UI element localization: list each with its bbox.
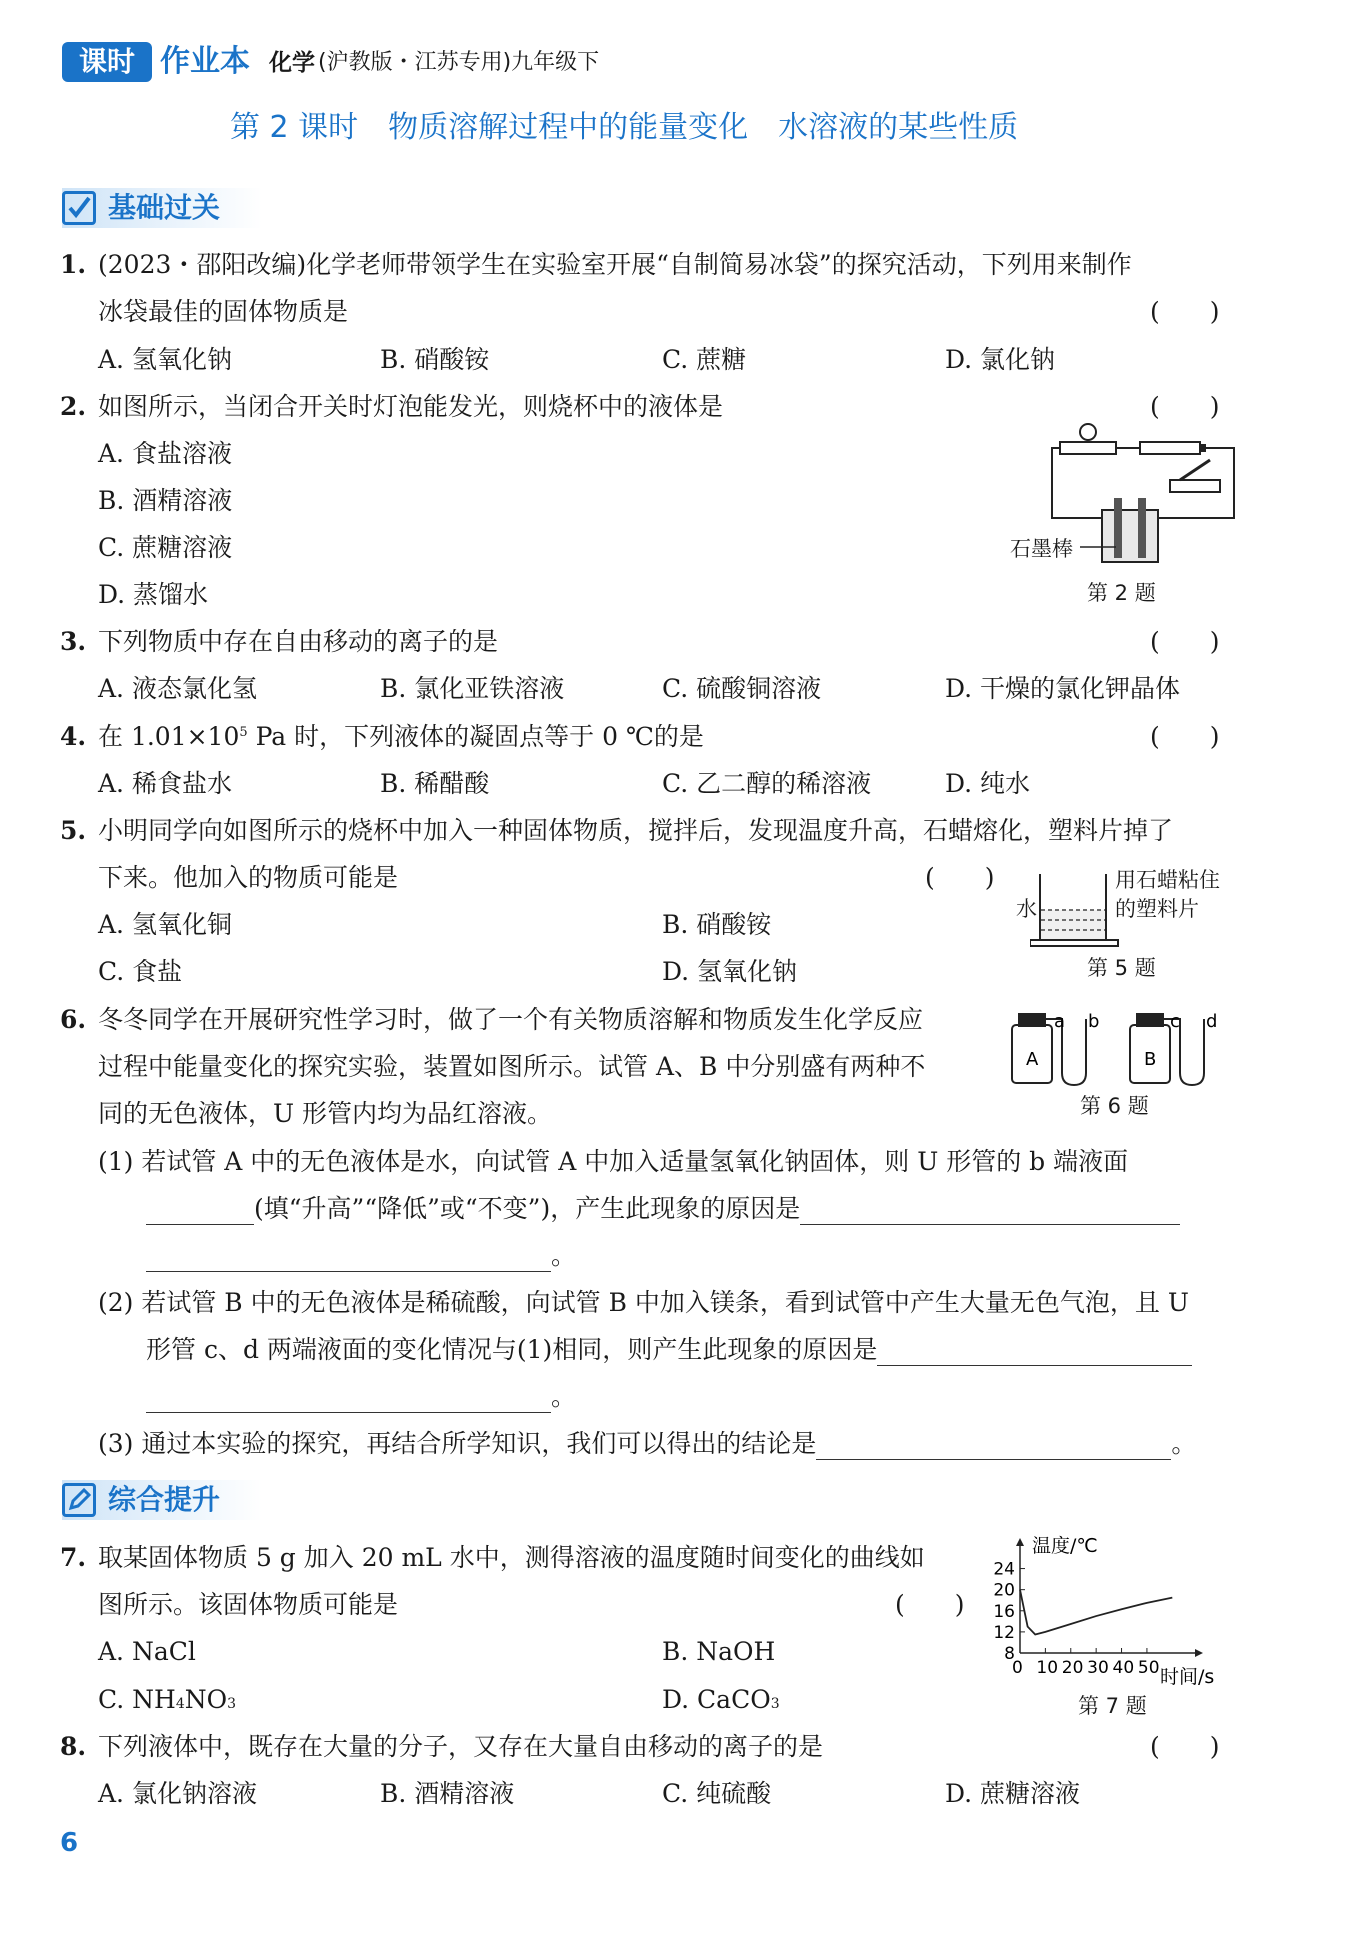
q7-option-d[interactable] [662, 1680, 780, 1720]
q5-figure-caption: 第 5 题 [1087, 956, 1156, 980]
section-title-advanced: 综合提升 [108, 1483, 221, 1516]
q6-part2-line3 [146, 1377, 576, 1417]
q2-stem: 如图所示，当闭合开关时灯泡能发光，则烧杯中的液体是 [98, 392, 724, 421]
chart-x-label: 时间/s [1160, 1666, 1215, 1688]
q5-number: 5. [60, 816, 87, 845]
q8-option-a[interactable]: A. 氯化钠溶液 [98, 1779, 257, 1808]
q6-part2-blank2[interactable] [146, 1384, 551, 1413]
q4-option-a[interactable]: A. 稀食盐水 [98, 769, 232, 798]
test-tube-a-icon [1012, 1013, 1086, 1085]
q6-part2-period: 。 [551, 1382, 577, 1411]
q6-line3: 同的无色液体，U 形管内均为品红溶液。 [98, 1099, 553, 1128]
y-tick-label: 24 [993, 1559, 1015, 1580]
label-A: A [1026, 1049, 1039, 1070]
q6-part1-line3 [146, 1236, 576, 1276]
q3-number: 3. [60, 627, 87, 656]
checkbox-icon [62, 191, 96, 225]
q7-figure-caption: 第 7 题 [1078, 1694, 1147, 1718]
q5-option-c[interactable]: C. 食盐 [98, 957, 183, 986]
q2-figure-caption: 第 2 题 [1087, 581, 1156, 605]
label-d: d [1206, 1011, 1218, 1032]
q6-number: 6. [60, 1005, 87, 1034]
q6-figure-caption: 第 6 题 [1080, 1094, 1149, 1118]
q2-option-b[interactable]: B. 酒精溶液 [98, 486, 233, 515]
q6-part1-blank3[interactable] [146, 1243, 551, 1272]
q5-line1: 小明同学向如图所示的烧杯中加入一种固体物质，搅拌后，发现温度升高，石蜡熔化，塑料片掉了 [98, 816, 1174, 845]
q4-stem-post: Pa 时，下列液体的凝固点等于 0 ℃的是 [247, 722, 704, 751]
q7-number: 7. [60, 1543, 87, 1572]
q2-figure-label: 石墨棒 [1010, 537, 1073, 561]
q8-stem: 下列液体中，既存在大量的分子，又存在大量自由移动的离子的是 [98, 1732, 824, 1761]
lesson-title: 第 2 课时 物质溶解过程中的能量变化 水溶液的某些性质 [230, 110, 1019, 145]
q6-part1-blank1[interactable] [146, 1196, 254, 1225]
q6-part3-period: 。 [1171, 1429, 1197, 1458]
x-tick-label: 50 [1137, 1658, 1160, 1678]
q2-number: 2. [60, 392, 87, 421]
book-title: 作业本 [160, 44, 250, 79]
q7-c-sub2: 3 [227, 1696, 237, 1712]
q4-option-c[interactable]: C. 乙二醇的稀溶液 [662, 769, 872, 798]
label-a: a [1054, 1011, 1066, 1032]
q3-option-c[interactable]: C. 硫酸铜溶液 [662, 674, 822, 703]
logo-text: 课时 [78, 45, 135, 78]
y-tick-label: 16 [993, 1601, 1015, 1622]
q7-c-mid: NO [184, 1685, 228, 1714]
pencil-icon [62, 1483, 96, 1517]
q6-part1-line2 [146, 1189, 1180, 1229]
q7-line1: 取某固体物质 5 g 加入 20 mL 水中，测得溶液的温度随时间变化的曲线如 [98, 1543, 925, 1572]
y-tick-label: 12 [993, 1622, 1015, 1643]
x-tick-label: 0 [1012, 1658, 1023, 1678]
x-tick-label: 30 [1087, 1658, 1109, 1678]
test-tube-b-icon [1130, 1013, 1204, 1085]
q8-option-b[interactable]: B. 酒精溶液 [380, 1779, 515, 1808]
q1-number: 1. [60, 250, 87, 279]
y-tick-label: 20 [993, 1580, 1015, 1601]
q2-option-c[interactable]: C. 蔗糖溶液 [98, 533, 233, 562]
switch-icon [1170, 460, 1220, 492]
beaker-icon [1030, 874, 1118, 946]
q8-answer-paren[interactable]: ( ) [1150, 1732, 1220, 1761]
q8-option-c[interactable]: C. 纯硫酸 [662, 1779, 772, 1808]
q2-option-d[interactable]: D. 蒸馏水 [98, 580, 209, 609]
q6-part1-text: (填“升高”“降低”或“不变”)，产生此现象的原因是 [254, 1194, 801, 1223]
beaker-diagram [1030, 870, 1120, 950]
q5-option-a[interactable]: A. 氢氧化铜 [98, 910, 232, 939]
y-axis-arrow-icon [1016, 1538, 1024, 1546]
q4-stem-pre: 在 1.01×10 [98, 722, 240, 751]
label-B: B [1144, 1049, 1157, 1070]
q7-option-c[interactable] [98, 1680, 236, 1720]
logo [62, 42, 152, 82]
q6-part1-line1: (1) 若试管 A 中的无色液体是水，向试管 A 中加入适量氢氧化钠固体，则 U 形管的 b 端液面 [98, 1147, 1129, 1176]
q4-stem [98, 717, 704, 757]
edition-label: (沪教版・江苏专用)九年级下 [318, 50, 600, 75]
x-tick-label: 10 [1036, 1658, 1059, 1678]
x-tick-label: 40 [1112, 1658, 1135, 1678]
q1-option-c[interactable]: C. 蔗糖 [662, 345, 747, 374]
q6-part2-line2 [146, 1330, 1192, 1370]
q7-line2: 图所示。该固体物质可能是 [98, 1590, 399, 1619]
q5-option-b[interactable]: B. 硝酸铵 [662, 910, 772, 939]
q5-answer-paren[interactable]: ( ) [925, 863, 995, 892]
q3-stem: 下列物质中存在自由移动的离子的是 [98, 627, 499, 656]
q1-option-b[interactable]: B. 硝酸铵 [380, 345, 490, 374]
q8-number: 8. [60, 1732, 87, 1761]
q4-answer-paren[interactable]: ( ) [1150, 722, 1220, 751]
x-axis-arrow-icon [1195, 1649, 1203, 1657]
temperature-curve [1020, 1590, 1172, 1635]
q2-answer-paren[interactable]: ( ) [1150, 392, 1220, 421]
q6-part1-period: 。 [551, 1241, 577, 1270]
q6-part2-line1: (2) 若试管 B 中的无色液体是稀硫酸，向试管 B 中加入镁条，看到试管中产生大量无色气泡，且 U [98, 1288, 1189, 1317]
q2-label-leader [1080, 540, 1120, 554]
temperature-chart [975, 1528, 1245, 1688]
q5-figure-label1: 用石蜡粘住 [1115, 868, 1220, 892]
q1-line2: 冰袋最佳的固体物质是 [98, 297, 349, 326]
q7-answer-paren[interactable]: ( ) [895, 1590, 965, 1619]
q3-option-a[interactable]: A. 液态氯化氢 [98, 674, 257, 703]
q3-option-d[interactable]: D. 干燥的氯化钾晶体 [945, 674, 1181, 703]
q6-line1: 冬冬同学在开展研究性学习时，做了一个有关物质溶解和物质发生化学反应 [98, 1005, 924, 1034]
q6-part2-blank1[interactable] [877, 1337, 1192, 1366]
q6-part3-blank[interactable] [816, 1431, 1171, 1460]
q1-answer-paren[interactable]: ( ) [1150, 297, 1220, 326]
q5-option-d[interactable]: D. 氢氧化钠 [662, 957, 798, 986]
q5-figure-water: 水 [1016, 897, 1037, 921]
q3-answer-paren[interactable]: ( ) [1150, 627, 1220, 656]
q4-option-b[interactable]: B. 稀醋酸 [380, 769, 490, 798]
q6-part1-blank2[interactable] [800, 1196, 1180, 1225]
q7-d-pre: D. CaCO [662, 1685, 771, 1714]
u-tube-diagram [1002, 1005, 1242, 1095]
label-c: c [1170, 1011, 1180, 1032]
y-tick-label: 8 [1004, 1644, 1015, 1664]
q5-line2: 下来。他加入的物质可能是 [98, 863, 399, 892]
q7-d-sub: 3 [770, 1696, 780, 1712]
bulb-icon [1060, 424, 1116, 454]
q2-option-a[interactable]: A. 食盐溶液 [98, 439, 232, 468]
q4-option-d[interactable]: D. 纯水 [945, 769, 1031, 798]
q4-number: 4. [60, 722, 87, 751]
q6-line2: 过程中能量变化的探究实验，装置如图所示。试管 A、B 中分别盛有两种不 [98, 1052, 926, 1081]
x-tick-label: 20 [1061, 1658, 1084, 1678]
q1-option-d[interactable]: D. 氯化钠 [945, 345, 1056, 374]
label-b: b [1088, 1011, 1100, 1032]
q5-figure-label2: 的塑料片 [1115, 897, 1199, 921]
q8-option-d[interactable]: D. 蔗糖溶液 [945, 1779, 1081, 1808]
q7-option-a[interactable]: A. NaCl [98, 1637, 196, 1666]
q1-line1: (2023・邵阳改编)化学老师带领学生在实验室开展“自制简易冰袋”的探究活动，下列用来制作 [98, 250, 1132, 279]
q3-option-b[interactable]: B. 氯化亚铁溶液 [380, 674, 565, 703]
subject-label: 化学 [269, 50, 315, 76]
q1-option-a[interactable]: A. 氢氧化钠 [98, 345, 232, 374]
q6-part3 [98, 1424, 1196, 1464]
header [62, 40, 762, 90]
page-number: 6 [60, 1828, 79, 1858]
q7-c-sub1: 4 [175, 1696, 185, 1712]
q7-c-pre: C. NH [98, 1685, 176, 1714]
battery-icon [1140, 442, 1206, 454]
q4-stem-sup: 5 [239, 725, 248, 740]
q6-part2-text: 形管 c、d 两端液面的变化情况与(1)相同，则产生此现象的原因是 [146, 1335, 878, 1364]
q7-option-b[interactable]: B. NaOH [662, 1637, 776, 1666]
chart-y-label: 温度/℃ [1032, 1535, 1098, 1557]
q6-part3-text: (3) 通过本实验的探究，再结合所学知识，我们可以得出的结论是 [98, 1429, 817, 1458]
section-title-basic: 基础过关 [108, 191, 221, 224]
